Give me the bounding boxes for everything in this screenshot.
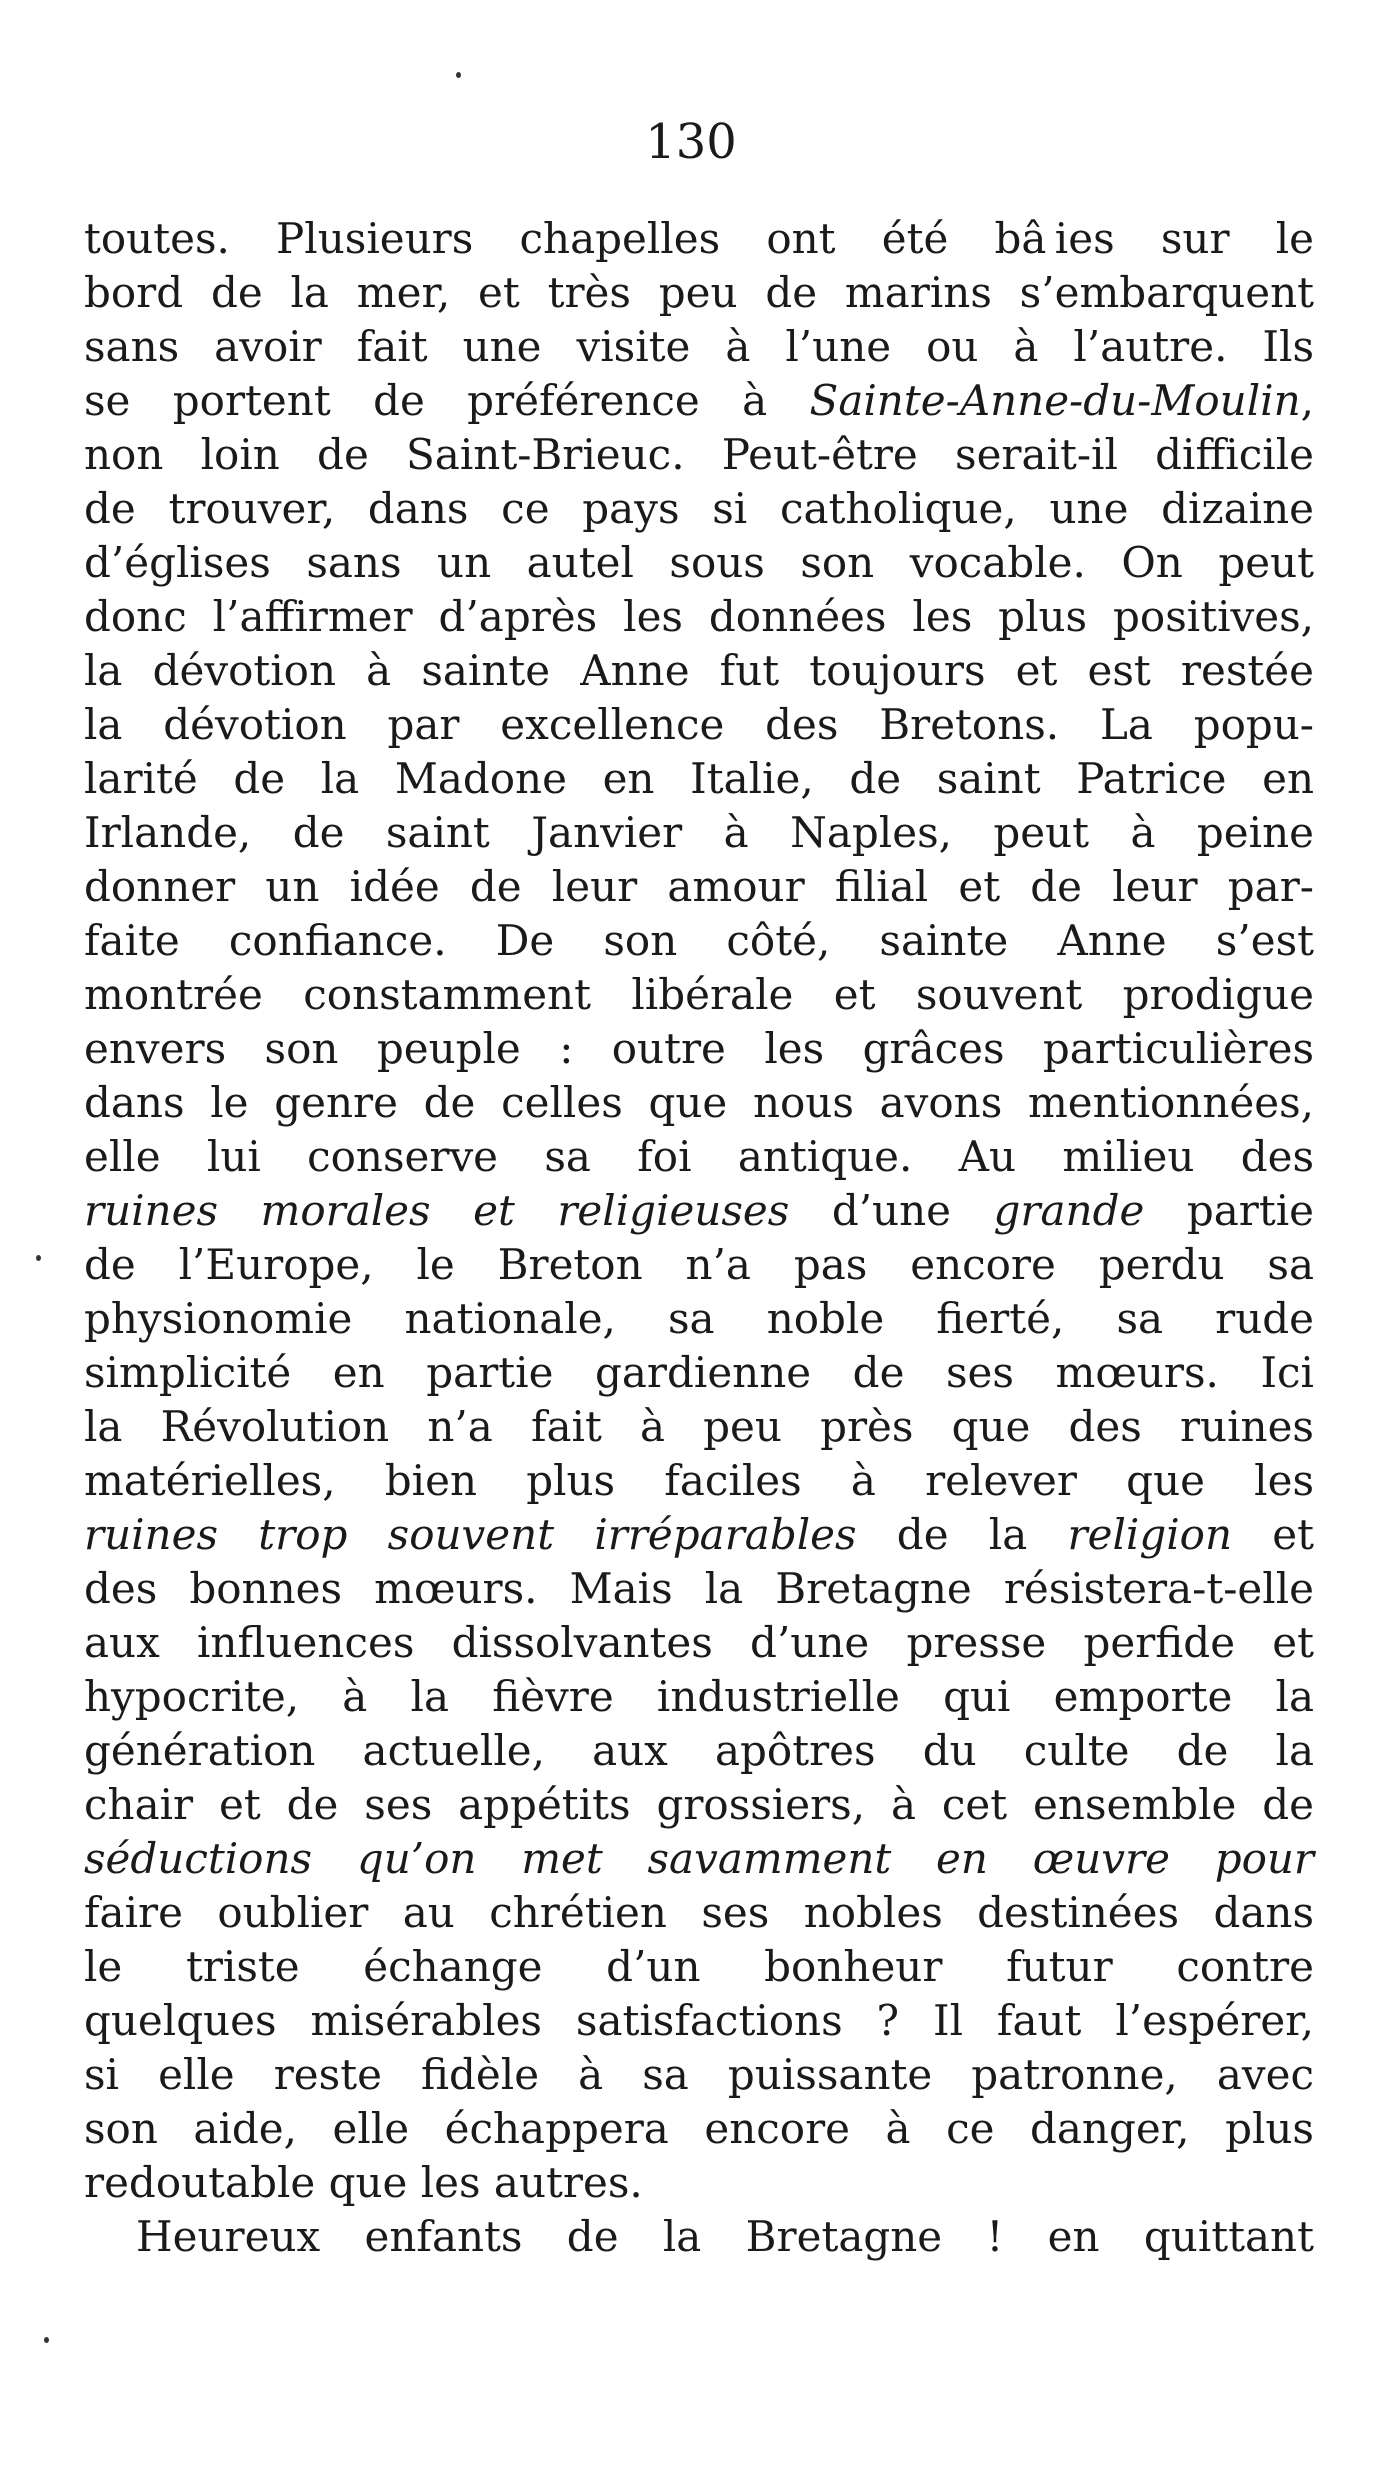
- text-line: [84, 212, 1314, 266]
- text-line: [84, 1940, 1314, 1994]
- body-text: [84, 212, 1314, 2264]
- text-segment: redoutable que les autres.: [84, 2158, 643, 2207]
- text-line: [84, 2048, 1314, 2102]
- text-line: [84, 968, 1314, 1022]
- text-segment: toutes. Plusieurs chapelles ont été bâ ies sur le: [84, 214, 1314, 263]
- text-line: [84, 1076, 1314, 1130]
- text-segment: d’églises sans un autel sous son vocable. On peut: [84, 538, 1314, 587]
- text-line: [84, 1130, 1314, 1184]
- text-segment: donc l’affirmer d’après les données les plus positives,: [84, 592, 1314, 641]
- text-line: [84, 1508, 1314, 1562]
- text-segment: génération actuelle, aux apôtres du culte de la: [84, 1726, 1314, 1775]
- text-segment: partie: [1144, 1186, 1314, 1235]
- text-segment: d’une: [789, 1186, 994, 1235]
- text-line: [84, 1454, 1314, 1508]
- text-line: [84, 1832, 1314, 1886]
- text-line: [84, 1022, 1314, 1076]
- text-line: [84, 1724, 1314, 1778]
- text-segment: bord de la mer, et très peu de marins s’embarquent: [84, 268, 1314, 317]
- text-line: [84, 590, 1314, 644]
- text-line: [84, 860, 1314, 914]
- text-line: [84, 482, 1314, 536]
- text-line: [84, 1346, 1314, 1400]
- text-line: [84, 1994, 1314, 2048]
- text-segment: envers son peuple : outre les grâces particulières: [84, 1024, 1314, 1073]
- italic-text: grande: [993, 1186, 1145, 1235]
- print-speck: [456, 72, 461, 78]
- text-segment: son aide, elle échappera encore à ce danger, plus: [84, 2104, 1314, 2153]
- text-segment: sans avoir fait une visite à l’une ou à l’autre. Ils: [84, 322, 1314, 371]
- text-segment: matérielles, bien plus faciles à relever que les: [84, 1456, 1314, 1505]
- text-line: [84, 536, 1314, 590]
- text-line: [84, 644, 1314, 698]
- text-segment: ,: [1300, 376, 1314, 425]
- text-line: [84, 428, 1314, 482]
- text-segment: dans le genre de celles que nous avons mentionnées,: [84, 1078, 1314, 1127]
- italic-text: religion: [1067, 1510, 1232, 1559]
- italic-text: Sainte-Anne-du-Moulin: [809, 376, 1301, 425]
- text-segment: aux influences dissolvantes d’une presse perfide et: [84, 1618, 1314, 1667]
- italic-text: ruines morales et religieuses: [84, 1186, 790, 1235]
- text-segment: larité de la Madone en Italie, de saint Patrice en: [84, 754, 1314, 803]
- text-line: [84, 698, 1314, 752]
- text-line: [84, 1886, 1314, 1940]
- text-segment: faire oublier au chrétien ses nobles destinées dans: [84, 1888, 1314, 1937]
- text-segment: et: [1232, 1510, 1314, 1559]
- text-line: [84, 2210, 1314, 2264]
- text-segment: montrée constamment libérale et souvent prodigue: [84, 970, 1314, 1019]
- italic-text: séductions qu’on met savamment en œuvre pour: [84, 1834, 1314, 1883]
- page-number: 130: [645, 114, 737, 170]
- text-line: [84, 2102, 1314, 2156]
- text-segment: Heureux enfants de la Bretagne ! en quittant: [136, 2212, 1314, 2261]
- text-line: [84, 1778, 1314, 1832]
- text-line: [84, 1184, 1314, 1238]
- text-line: [84, 266, 1314, 320]
- text-line: [84, 1400, 1314, 1454]
- text-segment: Irlande, de saint Janvier à Naples, peut à peine: [84, 808, 1314, 857]
- text-segment: la dévotion à sainte Anne fut toujours et est restée: [84, 646, 1314, 695]
- text-segment: la Révolution n’a fait à peu près que des ruines: [84, 1402, 1314, 1451]
- text-segment: faite confiance. De son côté, sainte Anne s’est: [84, 916, 1314, 965]
- text-line: [84, 752, 1314, 806]
- text-segment: le triste échange d’un bonheur futur contre: [84, 1942, 1314, 1991]
- text-segment: simplicité en partie gardienne de ses mœurs. Ici: [84, 1348, 1314, 1397]
- text-segment: de l’Europe, le Breton n’a pas encore perdu sa: [84, 1240, 1314, 1289]
- text-segment: donner un idée de leur amour filial et de leur par-: [84, 862, 1314, 911]
- text-line: [84, 1292, 1314, 1346]
- text-line: [84, 1616, 1314, 1670]
- text-segment: elle lui conserve sa foi antique. Au milieu des: [84, 1132, 1314, 1181]
- text-line: [84, 374, 1314, 428]
- text-line: [84, 806, 1314, 860]
- text-segment: quelques misérables satisfactions ? Il faut l’espérer,: [84, 1996, 1314, 2045]
- text-segment: non loin de Saint-Brieuc. Peut-être serait-il difficile: [84, 430, 1314, 479]
- text-segment: de la: [856, 1510, 1068, 1559]
- text-segment: la dévotion par excellence des Bretons. La popu-: [84, 700, 1314, 749]
- text-line: [84, 1562, 1314, 1616]
- text-segment: physionomie nationale, sa noble fierté, sa rude: [84, 1294, 1314, 1343]
- text-line: [84, 1670, 1314, 1724]
- text-line: [84, 2156, 1314, 2210]
- italic-text: ruines trop souvent irréparables: [84, 1510, 857, 1559]
- text-line: [84, 914, 1314, 968]
- text-segment: de trouver, dans ce pays si catholique, une dizaine: [84, 484, 1314, 533]
- print-speck: [36, 1255, 41, 1261]
- print-speck: [44, 2337, 49, 2343]
- text-segment: hypocrite, à la fièvre industrielle qui emporte la: [84, 1672, 1314, 1721]
- text-segment: si elle reste fidèle à sa puissante patronne, avec: [84, 2050, 1314, 2099]
- text-segment: chair et de ses appétits grossiers, à cet ensemble de: [84, 1780, 1314, 1829]
- text-segment: se portent de préférence à: [84, 376, 810, 425]
- text-line: [84, 320, 1314, 374]
- text-line: [84, 1238, 1314, 1292]
- text-segment: des bonnes mœurs. Mais la Bretagne résistera-t-elle: [84, 1564, 1314, 1613]
